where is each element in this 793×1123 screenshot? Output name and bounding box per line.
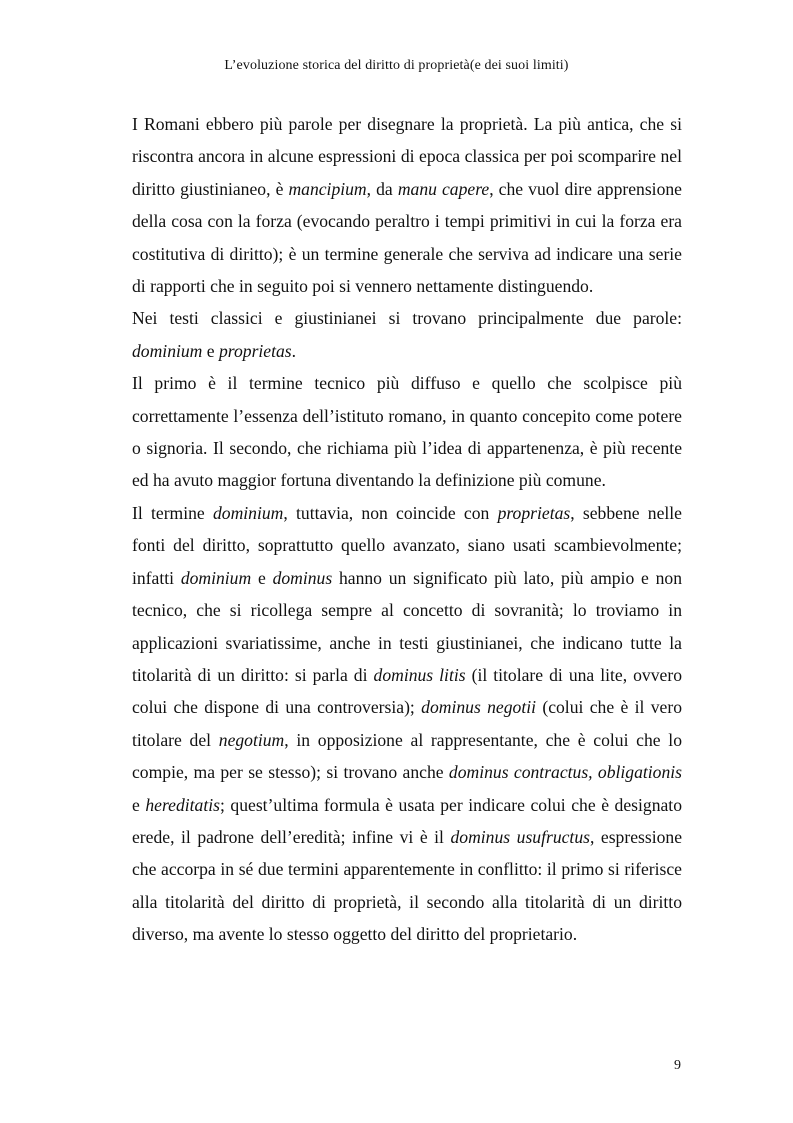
text-run: , da [366, 178, 398, 199]
text-run: ; quest’ultima formula è usata per indicare colui che è designato erede, il padrone dell’eredità; infine vi è il [132, 794, 682, 847]
italic-term: dominus contractus, obligationis [448, 762, 683, 783]
text-run: I Romani ebbero più parole per disegnare la proprietà. La più antica, che si riscontra ancora in alcune espressioni di epoca classica per poi scomparire nel diritto giustinianeo, è [132, 114, 682, 199]
text-run: , in opposizione al rappresentante, che è colui che lo compie, ma per se stesso); si trovano anche [132, 729, 682, 783]
text-run: e [202, 340, 219, 361]
italic-term: dominium [212, 502, 284, 523]
text-run: Il primo è il termine tecnico più diffuso e quello che scolpisce più correttamente l’essenza dell’istituto romano, in quanto concepito come potere o signoria. Il secondo, che richiama più l’idea di appartenenza, è più recente ed ha avuto maggior fortuna diventando la definizione più comune. [132, 373, 682, 491]
text-run: Nei testi classici e giustinianei si trovano principalmente due parole: [132, 308, 682, 329]
text-run: . [291, 340, 297, 361]
text-run: (il titolare di una lite, ovvero colui che dispone di una controversia); [132, 664, 682, 718]
italic-term: manu capere [397, 178, 490, 199]
italic-term: dominium [132, 340, 203, 361]
italic-term: mancipium [288, 178, 367, 199]
paragraph [132, 367, 682, 497]
italic-term: dominium [180, 567, 252, 588]
text-run: e [132, 794, 146, 815]
text-run: Il termine [132, 502, 213, 523]
italic-term: proprietas [497, 502, 571, 523]
running-header: L’evoluzione storica del diritto di proprietà(e dei suoi limiti) [224, 58, 569, 73]
text-run: , espressione che accorpa in sé due termini apparentemente in conflitto: il primo si riferisce alla titolarità del diritto di proprietà, il secondo alla titolarità di un diritto diverso, ma avente lo stesso oggetto del diritto del proprietario. [132, 826, 683, 945]
paragraph [132, 497, 682, 951]
italic-term: hereditatis [145, 794, 220, 815]
text-run: hanno un significato più lato, più ampio e non tecnico, che si ricollega sempre al concetto di sovranità; lo troviamo in applicazioni svariatissime, anche in testi giustinianei, che indicano tutte la titolarità di un diritto: si parla di [132, 567, 682, 685]
page-number: 9 [674, 1058, 681, 1073]
paragraph [132, 302, 682, 367]
italic-term: dominus usufructus [450, 826, 590, 847]
italic-term: dominus [272, 567, 333, 588]
italic-term: negotium [218, 729, 285, 750]
text-run: , sebbene nelle fonti del diritto, soprattutto quello avanzato, siano usati scambievolmente; infatti [132, 502, 682, 588]
text-run: e [251, 567, 273, 588]
paragraph [132, 108, 682, 302]
text-run: , che vuol dire apprensione della cosa con la forza (evocando peraltro i tempi primitivi in cui la forza era costitutiva di diritto); è un termine generale che serviva ad indicare una serie di rapporti che in seguito poi si vennero nettamente distinguendo. [132, 178, 682, 297]
body-text [132, 108, 682, 951]
text-run: (colui che è il vero titolare del [132, 697, 682, 750]
italic-term: dominus negotii [421, 697, 536, 718]
text-run: , tuttavia, non coincide con [283, 502, 498, 523]
italic-term: dominus litis [373, 664, 466, 685]
italic-term: proprietas [218, 340, 292, 361]
